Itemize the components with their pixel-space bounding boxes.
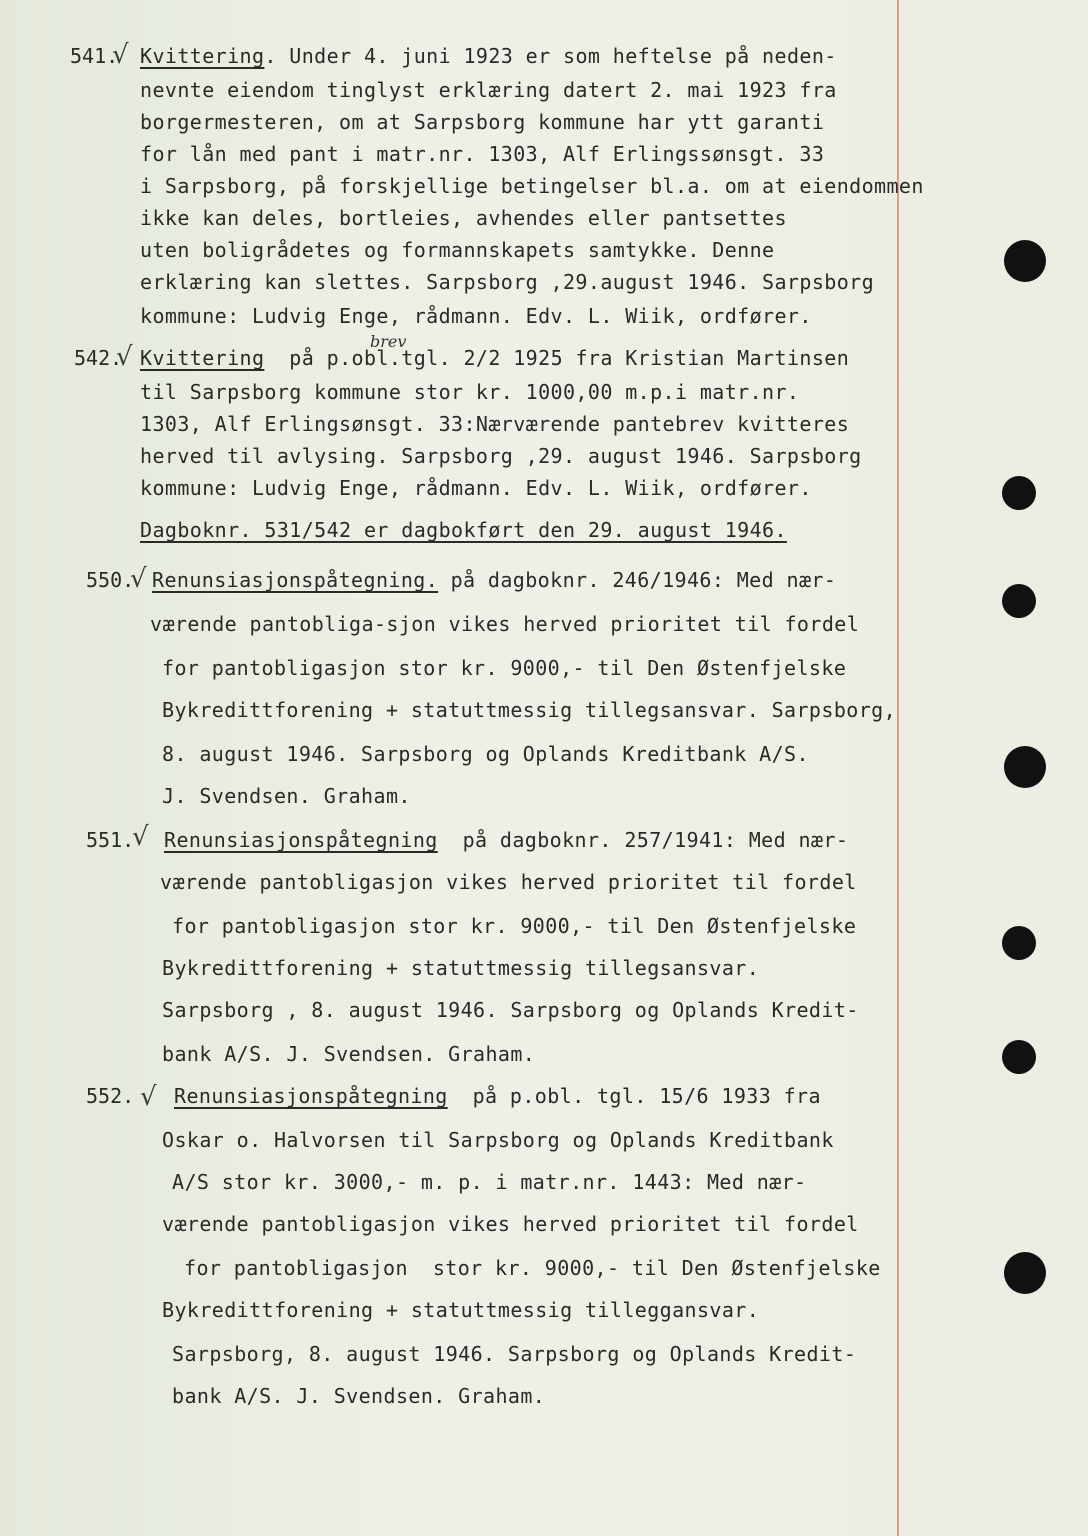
entry-number: 551. bbox=[86, 828, 135, 852]
entry-line: Bykredittforening + statuttmessig tillegsansvar. bbox=[162, 956, 760, 980]
entry-number: 542. bbox=[74, 346, 123, 370]
entry-line: for pantobligasjon stor kr. 9000,- til Den Østenfjelske bbox=[162, 656, 847, 680]
entry-line: A/S stor kr. 3000,- m. p. i matr.nr. 1443: Med nær- bbox=[172, 1170, 807, 1194]
entry-line: Oskar o. Halvorsen til Sarpsborg og Oplands Kreditbank bbox=[162, 1128, 834, 1152]
punch-hole bbox=[1004, 746, 1046, 788]
entry-line: nevnte eiendom tinglyst erklæring datert 2. mai 1923 fra bbox=[140, 78, 837, 102]
entry-line: 1303, Alf Erlingsønsgt. 33:Nærværende pantebrev kvitteres bbox=[140, 412, 850, 436]
entry-line: for lån med pant i matr.nr. 1303, Alf Erlingssønsgt. 33 bbox=[140, 142, 825, 166]
check-mark: √ bbox=[116, 342, 133, 372]
entry-line: kommune: Ludvig Enge, rådmann. Edv. L. Wiik, ordfører. bbox=[140, 304, 812, 328]
entry-line: uten boligrådetes og formannskapets samtykke. Denne bbox=[140, 238, 775, 262]
entry-line: Renunsiasjonspåtegning. på dagboknr. 246/1946: Med nær- bbox=[152, 568, 837, 592]
entry-line: bank A/S. J. Svendsen. Graham. bbox=[162, 1042, 536, 1066]
entry-line: Bykredittforening + statuttmessig tillegsansvar. Sarpsborg, bbox=[162, 698, 897, 722]
entry-line: for pantobligasjon stor kr. 9000,- til Den Østenfjelske bbox=[184, 1256, 881, 1280]
punch-hole bbox=[1004, 240, 1046, 282]
entry-heading: Renunsiasjonspåtegning. bbox=[152, 568, 439, 592]
entry-heading: Kvittering bbox=[140, 44, 265, 68]
punch-hole bbox=[1002, 1040, 1036, 1074]
entry-line: Renunsiasjonspåtegning på p.obl. tgl. 15/6 1933 fra bbox=[174, 1084, 821, 1108]
punch-hole bbox=[1002, 476, 1036, 510]
entry-line: Bykredittforening + statuttmessig tilleggansvar. bbox=[162, 1298, 760, 1322]
entry-line: 8. august 1946. Sarpsborg og Oplands Kreditbank A/S. bbox=[162, 742, 809, 766]
entry-line: for pantobligasjon stor kr. 9000,- til Den Østenfjelske bbox=[172, 914, 857, 938]
punch-hole bbox=[1002, 926, 1036, 960]
entry-line: Kvittering. Under 4. juni 1923 er som heftelse på neden- bbox=[140, 44, 837, 68]
entry-line: Renunsiasjonspåtegning på dagboknr. 257/1941: Med nær- bbox=[164, 828, 849, 852]
entry-line: værende pantobligasjon vikes herved prioritet til fordel bbox=[162, 1212, 859, 1236]
handwritten-annotation: brev bbox=[370, 332, 407, 351]
entry-line: i Sarpsborg, på forskjellige betingelser bl.a. om at eiendommen bbox=[140, 174, 924, 198]
entry-line: bank A/S. J. Svendsen. Graham. bbox=[172, 1384, 546, 1408]
entry-line: erklæring kan slettes. Sarpsborg ,29.august 1946. Sarpsborg bbox=[140, 270, 875, 294]
entry-number: 541. bbox=[70, 44, 119, 68]
entry-line: J. Svendsen. Graham. bbox=[162, 784, 411, 808]
entry-line: Sarpsborg, 8. august 1946. Sarpsborg og Oplands Kredit- bbox=[172, 1342, 857, 1366]
entry-line: værende pantobligasjon vikes herved prioritet til fordel bbox=[160, 870, 857, 894]
entry-line: til Sarpsborg kommune stor kr. 1000,00 m.p.i matr.nr. bbox=[140, 380, 800, 404]
entry-line: Sarpsborg , 8. august 1946. Sarpsborg og Oplands Kredit- bbox=[162, 998, 859, 1022]
margin-rule bbox=[897, 0, 899, 1536]
entry-number: 552. bbox=[86, 1084, 135, 1108]
entry-heading: Kvittering bbox=[140, 346, 265, 370]
check-mark: √ bbox=[130, 564, 147, 594]
entry-line: ikke kan deles, bortleies, avhendes eller pantsettes bbox=[140, 206, 787, 230]
entry-heading: Renunsiasjonspåtegning bbox=[174, 1084, 448, 1108]
punch-hole bbox=[1004, 1252, 1046, 1294]
entry-number: 550. bbox=[86, 568, 135, 592]
punch-hole bbox=[1002, 584, 1036, 618]
check-mark: √ bbox=[112, 40, 129, 70]
entry-line: Kvittering på p.obl.tgl. 2/2 1925 fra Kristian Martinsen bbox=[140, 346, 850, 370]
dagbok-note: Dagboknr. 531/542 er dagbokført den 29. august 1946. bbox=[140, 518, 787, 542]
check-mark: √ bbox=[132, 822, 149, 852]
check-mark: √ bbox=[140, 1082, 157, 1112]
entry-heading: Renunsiasjonspåtegning bbox=[164, 828, 438, 852]
entry-line: borgermesteren, om at Sarpsborg kommune har ytt garanti bbox=[140, 110, 825, 134]
entry-line: herved til avlysing. Sarpsborg ,29. august 1946. Sarpsborg bbox=[140, 444, 862, 468]
entry-line: værende pantobliga-sjon vikes herved prioritet til fordel bbox=[150, 612, 860, 636]
entry-line: kommune: Ludvig Enge, rådmann. Edv. L. Wiik, ordfører. bbox=[140, 476, 812, 500]
